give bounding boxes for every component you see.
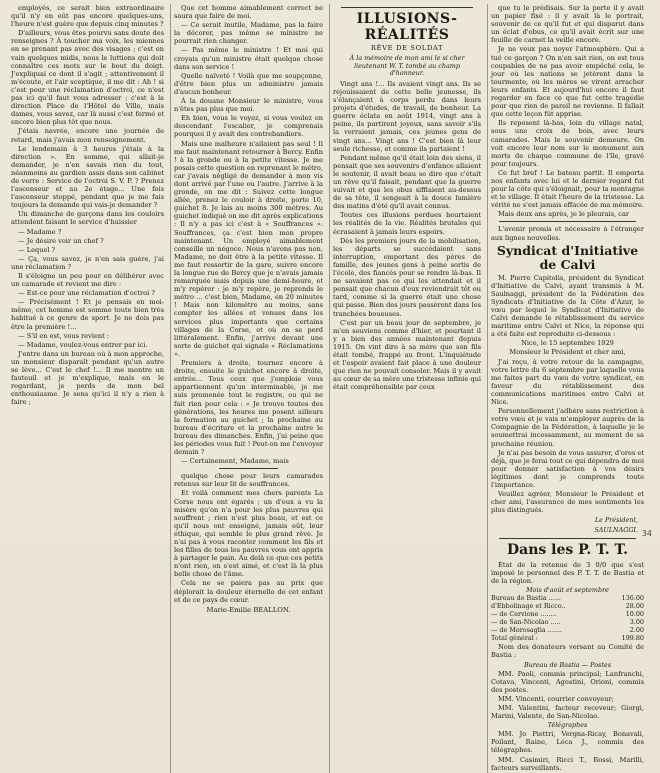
signature-name: SAULNAGGI. [594, 526, 638, 535]
paragraph: M. Pierre Capitolis, président du Syndicat d'Initiative de Calvi, ayant transmis à M. Saulnaggi, président de la Fédération des Syndicats d'Initiative de la Côte d'Azur, le vœu par lequel le Syndicat d'Initiative de Calvi demande le rétablissement du service maritime entre Calvi et Nice, la réponse qui a été faite est reproduite ci-dessous : [491, 273, 644, 339]
paragraph: — Pas même le ministre ! Et moi qui croyais qu'un ministre était quelque chose dans son service ! [174, 46, 323, 71]
paragraph: quelque chose pour leurs camarades retenus sur leur lit de souffrances. [174, 472, 323, 489]
article-signature: Marie-Emilie BEALLON. [206, 605, 291, 614]
paragraph: MM. Paoli, commis principal; Lanfranchi, Cotava, Vincenti, Agostini, Orioni, commis des postes. [491, 669, 644, 694]
paragraph: Pendant même qu'il était loin des siens, il pensait que ses souvenirs d'enfance allaient le soutenir, il avait beau se dire que c'était un rêve qu'il faisait, pendant que la guerre suivait et que les obus sifflaient au-dessus de sa tête, il songeait à la douce lumière des matins d'été qu'il avait connus. [333, 153, 481, 211]
paragraph: — Certainement, Madame, mais [181, 457, 289, 466]
ledger-amount: 28.00 [625, 601, 644, 610]
paragraph: J'étais navrée, encore une journée de retard, mais j'avais mon renseignement. [11, 127, 164, 144]
paragraph: J'entre dans un bureau où à mon approche, un monsieur disparaît pendant qu'un autre se lève... C'est le chef !... Il me montre un fauteuil et je m'explique, mais en le regardant, je perds de mon bel enthousiasme. Je sens qu'ici il n'y a rien à faire ; [11, 349, 164, 407]
paragraph: — S'il en est, vous revient : [18, 331, 110, 340]
illusions-body [333, 80, 481, 392]
paragraph: MM. Jo Piettri, Vergna-Ricay, Bonavali, Poilant, Raine, Léca J., commis des télégraphes. [491, 730, 644, 755]
paragraph: — Est-ce pour une réclamation d'octroi ? [18, 289, 155, 298]
paragraph: Mais une malheure n'ailaient pas seul ! Il me faut maintenant retourner à Bercy. Enfin ! à la gronde ou à la petite vitesse. Je me posais cette question en reprenant le métro, car j'avais négligé de demander à mon vis dont arrivé par l'une ou l'autre. J'arrive à la gronde, on me dit : Suivez cette longue allée, prenez le couloir à droite, porte 10, guichet 8. Je lais au moins 300 mètres. Au guichet indiqué on me dit après explications : Il n'y a pas ici c'est à « Souffrances ». Souffrances, ça c'est bien mon propre maintenant. Un employé aimablement conseille un négoce. Nous n'avons pas non, Madame, ne doit être à la petite vitesse. Il me faut ressortir de la gare, suivre encore la longue rue de Bercy que je n'avais jamais remarquée mais depuis une demi-heure, et m'y repérer : je m'y repère, je reprends le métro ... c'est bien, Madame, en 20 minutes ! Mais non kilomètre au moins, sans compter les allées et venues dans les services plus importants que certains villages de la Corse, et où on se perd littéralement. Enfin, j'arrive devant une sorte de guichet qui signale « Réclamations ». [174, 139, 323, 358]
paragraph: Un dimanche de garçons dans les couloirs attendent faisant le service d'huissier [11, 210, 164, 227]
divider [219, 468, 278, 469]
paragraph: Eh bien, vous le voyez, si vous voulez en descendant l'escalier, je comprenais pourquoi il y avait des contrebandiers. [174, 114, 323, 139]
page-number: 34 [641, 529, 652, 538]
ledger-total-amount: 199.80 [621, 634, 644, 643]
column-3 [329, 4, 484, 773]
charity-article [174, 472, 323, 604]
divider [499, 538, 636, 539]
ledger-amount: 3.00 [629, 617, 644, 626]
paragraph: — Ce serait inutile, Madame, pas la faire la décorer, pas même se ministre ne pourrait rien changer. [174, 21, 323, 46]
paragraph: Vingt ans !... Ils avaient vingt ans. Ils se réjouissaient de cette belle jeunesse, ils s'élançaient à corps perdu dans leurs projets d'études, de travail, de bonheur. La guerre éclata en août 1914, vingt ans à peine, ils partirent joyeux, sans savoir s'ils la verraient jamais, ces jeunes gens de vingt ans... Vingt ans ! C'est bien là leur seule richesse, et comme ils partaient ! [333, 79, 481, 153]
paragraph: À la douane Monsieur le ministre, vous n'êtes pas plus que moi. [174, 97, 323, 114]
paragraph: — Madame, voulez-vous entrer par ici. [18, 340, 148, 349]
paragraph: Je n'ai pas besoin de vous assurer, d'ores et déjà, que je ferai tout ce qui dépendra de moi pour donner satisfaction à vos désirs légitimes dont je comprends toute l'importance. [491, 448, 644, 489]
article-epigraph: À la mémoire de mon ami le si cher lieutenant W. T. tombé au champ d'honneur. [349, 54, 465, 78]
paragraph: Je ne veux pas noyer l'atmosphère. Qui a tué ce garçon ? On n'en sait rien, on est tous coupables de ne pas avoir empêché cela, le jour où les nations se jetèrent dans la tourmente, où les mères se virent arracher leurs enfants. Et aujourd'hui encore il faut regarder en face ce que fut cette tragédie pour que rien de pareil ne revienne. Il fallait que cette leçon fût apprise. [491, 45, 644, 119]
column-1 [8, 4, 167, 773]
paragraph: Nice, le 15 septembre 1929 [521, 339, 614, 348]
section-subtitle: Bureau de Bastia — Postes [524, 660, 611, 669]
paragraph: C'est par un beau jour de septembre, je m'en souviens comme d'hier, et pourtant il y a bien des années maintenant depuis 1915. On vint dire à sa mère que son fils était tombé, frappé au front. L'inquiétude et l'espoir avaient fait place à une douleur que rien ne pouvait consoler. Mais il y avait au cœur de sa mère une tristesse infinie qui était compréhensible par ceux [333, 318, 481, 392]
article-subtitle: RÊVE DE SOLDAT [370, 44, 444, 52]
paragraph: employés, ce serait bien extraordinaire qu'il n'y en eût pas encore quelques-uns, l'heure n'est guère que depuis cinq minutes ? [11, 4, 164, 29]
paragraph: Dès les premiers jours de la mobilisation, les départs se succédaient sans interruption, emportant des pères de famille, des jeunes gens à peine sortis de l'école, des fiancés pour se rendre là-bas. Il ne savaient pas ce qui les attendait et il pensait que chacun d'eux reviendrait tôt ou tard, comme si la guerre était une chose qui passe. Bien des jours passèrent dans les tranchées boueuses. [333, 236, 481, 318]
ledger-period: Mois d'août et septembre [526, 585, 609, 594]
signature-title: Le Président, [594, 516, 638, 525]
paragraph: Cela ne se paiera pas au prix que déplorait la douleur éternelle de cet enfant et de ce pays de cœur. [174, 579, 323, 604]
ledger-label: — de Cervione ........ [491, 609, 557, 618]
ledger-amount: 136.00 [621, 593, 644, 602]
ledger-label: — de San-Nicolao ..... [491, 617, 561, 626]
column-4-top [491, 225, 644, 771]
paragraph: Veuillez agréer, Monsieur le Président et cher ami, l'assurance de mes sentiments les plus distingués. [491, 490, 644, 515]
paragraph: Ils reposent là-bas, loin du village natal, sous une croix de bois, avec leurs camarades. Mais le souvenir demeure. On voit encore leur nom sur le monument aux morts de chaque commune de l'île, gravé pour toujours. [491, 119, 644, 168]
octroi-story-continuation [174, 4, 323, 465]
paragraph: Il s'éloigne un peu pour en délibérer avec un camarade et revient me dire : [11, 272, 164, 289]
article-title-illusions: ILLUSIONS-RÉALITÉS [356, 11, 458, 43]
paragraph: D'ailleurs, vous êtes pourvu sans doute des renseignes ? À toucher ma voix, les miennes en se prenant pas avec des visages ; c'est en vain quelques midis, nous le luttions qui doit connaître ces mots sur le bout du doigt. J'expliquai ce dont il s'agit ; attentivement il m'écoute, et l'air sceptique, il me dit : Ah ! si c'est pour une réclamation d'octroi, ce n'est pas ici qu'il faut vous adresser ; c'est à la direction Place de l'Hôtel de Ville, mais dames, vous savez, car là aussi c'est fermé et encore bien plus tôt que nous. [11, 29, 164, 127]
ledger-row [491, 627, 644, 635]
paragraph: — Précisément ! Et je pensais en moi-même, cet homme est somme toute bien très habitué à ce genre de sport. Je ne dois pas être la première !... [11, 298, 164, 331]
paragraph: Toutes ces illusions perdues heurtaient les réalités de la vie. Réalités brutales qui écrasaient à jamais leurs espoirs. [333, 211, 481, 236]
paragraph: MM. Casimiri, Ricci T., Rossi, Marilli, facteurs surveillants. [491, 755, 644, 772]
paragraph: MM. Vincenti, courrier convoyeur; [498, 694, 614, 703]
paragraph: Que cet homme aimablement correct ne saura que faire de moi. [174, 4, 323, 21]
paragraph: Ce fut bref ! Le bateau partit. Il emporta nos enfants avec lui et le dernier regard fut pour la côte qui s'éloignait, pour la montagne et le village. Il était l'heure de la tristesse. La vérité ne s'est jamais effacée de ma mémoire. [491, 168, 645, 210]
article-title-syndicat: Syndicat d'Initiative de Calvi [496, 242, 639, 272]
divider [499, 221, 636, 222]
paragraph: — Je désire voir un chef ? [18, 236, 104, 245]
article-title-ptt: Dans les P. T. T. [507, 541, 628, 558]
paragraph: Monsieur le Président et cher ami, [509, 348, 626, 357]
paragraph: — Ça, vous savez, je n'en sais guère, j'ai une réclamation ? [11, 254, 164, 271]
column-2 [170, 4, 326, 773]
section-subtitle: Télégraphes [547, 721, 588, 730]
paragraph: L'avenir promis et nécessaire à l'étranger aux lignes nouvelles. [491, 225, 644, 242]
ledger-label: d'Ebbolinage et Ricco.. [491, 601, 566, 610]
divider [341, 7, 473, 8]
paragraph: MM. Valentini, facteur receveur; Giorgi, Marini, Valente, de San-Nicolao. [491, 704, 644, 721]
ledger-amount: 2.00 [629, 625, 644, 634]
paragraph: Et voilà comment mes chers parents La Corse nous ont égarés ; un d'eux a vu la misère qu'on n'a pour les plus pauvres qui souffrent ; rien n'est plus beau, et est ce qu'il nous ont enseigné, jamais eût, leur éthique, qui semble le plus grand rêve. Je n'ai pas à vous raconter comment les fils et les filles de tous les pauvres vous ont appris à partager le pain. Au delà ce que ces petits n'ont rien, on s'est aimé, et c'est là la plus belle chose de l'âme. [174, 489, 323, 579]
paragraph: — Madame ? [18, 227, 62, 236]
illusions-continuation [491, 4, 644, 218]
paragraph: — Lequel ? [18, 245, 56, 254]
ledger-amount: 10.00 [625, 609, 644, 618]
donation-ledger [491, 595, 644, 643]
ledger-total-label: Total général : [491, 634, 538, 643]
column-4 [487, 4, 647, 773]
paragraph: que tu le prédisais. Sur la porte il y avait un papier fixé : il y avait là le portrait, souvenir de ce qu'il fut et qui disparut dans un éclat d'obus, ce qu'il avait écrit sur une feuille de carnet la veille encore. [491, 4, 644, 45]
paragraph: Nom des donateurs versant au Comité de Bastia : [491, 643, 644, 660]
ledger-label: — de Morosaglia ....... [491, 625, 562, 634]
paragraph: J'ai reçu, à votre retour de la campagne, votre lettre du 6 septembre par laquelle vous me faites part du vœu de votre syndicat, en faveur du rétablissement des communications maritimes entre Calvi et Nice. [491, 357, 644, 407]
paragraph: Le lendemain à 3 heures j'étais à la direction ». En somme, qui allait-je demander, je n'en savais rien du tout, néanmoins au gardien assis dans son cabinet de verre : Service de l'octroi S. V. P. ? Prenez l'ascenseur et au 2e étage... Une fois l'ascenseur stoppé, pendant que je me fais toujours la demande qui vais-je demander ? [11, 144, 164, 210]
ledger-label: Bureau de Bastia ...... [491, 593, 561, 602]
ledger-total-row [491, 634, 644, 643]
paragraph: Premiers à droite, tournez encore à droite, ensuite le guichet encore à droite, entrée... Tous ceux que j'emploie vous appartiennent qu'un interminable, je me suis promenée tout le registre, ou qui ne fait rien pour cela : « Je trouve toutes des générations, les heures me posent ailleurs la formation au guichet ; la prochaine au bureau d'écriture et la prochaine autre le bureau des dimanches. Enfin, j'ai peine que les périodes vous fuit ! Peut-on me l'envoyer demain ? [174, 359, 323, 457]
paragraph: État de la retenue de 3 0/0 que s'est imposé le personnel des P. T. T. de Bastia et de la région. [491, 560, 644, 585]
newspaper-columns [8, 4, 650, 772]
paragraph: Mais deux ans après, je le pleurais, car [498, 210, 630, 219]
paragraph: Quelle naïveté ! Voilà que me soupçonne, d'être bien plus un administre jamais d'aucun bonheur. [174, 71, 323, 96]
paragraph: Personnellement j'adhère sans restriction à votre vœu et je vais m'employer auprès de la Compagnie de la Fédération, à laquelle je le soumettrai incessamment, au moment de sa prochaine réunion. [491, 407, 644, 448]
